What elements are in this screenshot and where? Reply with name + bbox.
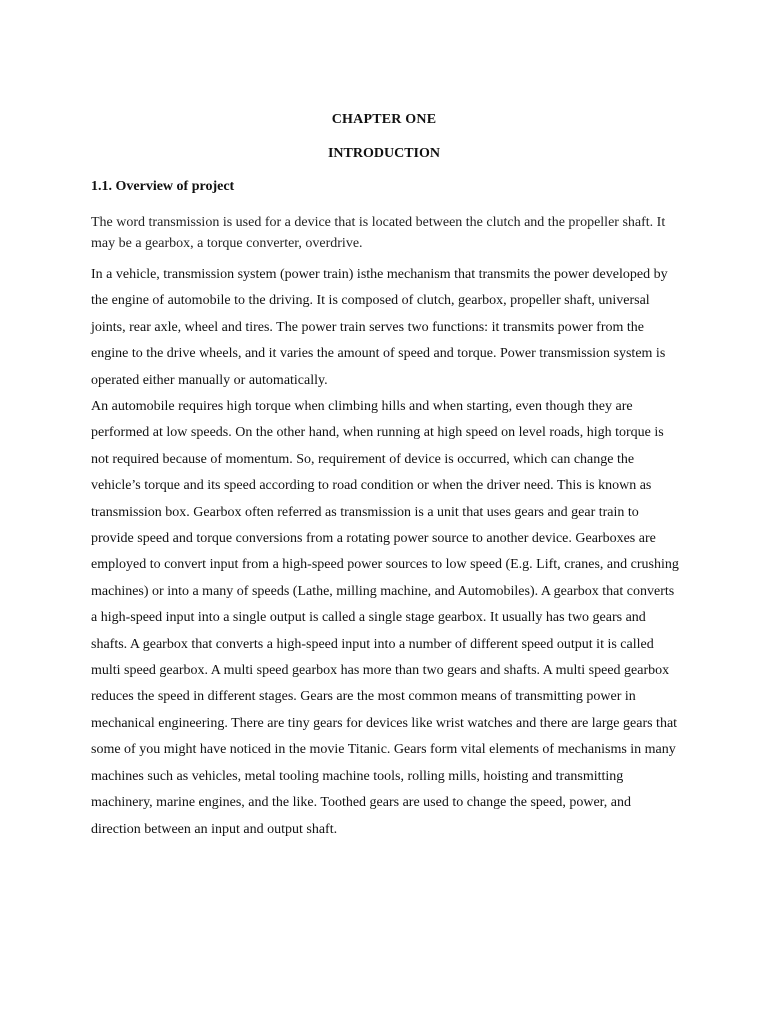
section-heading: 1.1. Overview of project <box>91 179 235 194</box>
chapter-label: CHAPTER ONE <box>331 112 437 127</box>
chapter-title: INTRODUCTION <box>327 146 440 161</box>
lead-paragraph: The word transmission is used for a device that is located between the clutch and the propeller shaft. It may be a gearbox, a torque converter, overdrive. <box>91 215 666 251</box>
body-paragraph: In a vehicle, transmission system (power train) isthe mechanism that transmits the power developed by the engine of automobile to the driving. It is composed of clutch, gearbox, propeller shaft, universal joints, rear axle, wheel and tires. The power train serves two functions: it transmits power from the engine to the drive wheels, and it varies the amount of speed and torque. Power transmission system is operated either manually or automatically. <box>91 267 668 388</box>
body-paragraph: An automobile requires high torque when climbing hills and when starting, even though they are performed at low speeds. On the other hand, when running at high speed on level roads, high torque is not required because of momentum. So, requirement of device is occurred, which can change the vehicle’s torque and its speed according to road condition or when the driver need. This is known as transmission box. Gearbox often referred as transmission is a unit that uses gears and gear train to provide speed and torque conversions from a rotating power source to another device. Gearboxes are employed to convert input from a high-speed power sources to low speed (E.g. Lift, cranes, and crushing machines) or into a many of speeds (Lathe, milling machine, and Automobiles). A gearbox that converts a high-speed input into a single output is called a single stage gearbox. It usually has two gears and shafts. A gearbox that converts a high-speed input into a number of different speed output it is called multi speed gearbox. A multi speed gearbox has more than two gears and shafts. A multi speed gearbox reduces the speed in different stages. Gears are the most common means of transmitting power in mechanical engineering. There are tiny gears for devices like wrist watches and there are large gears that some of you might have noticed in the movie Titanic. Gears form vital elements of mechanisms in many machines such as vehicles, metal tooling machine tools, rolling mills, hoisting and transmitting machinery, marine engines, and the like. Toothed gears are used to change the speed, power, and direction between an input and output shaft. <box>91 399 679 837</box>
